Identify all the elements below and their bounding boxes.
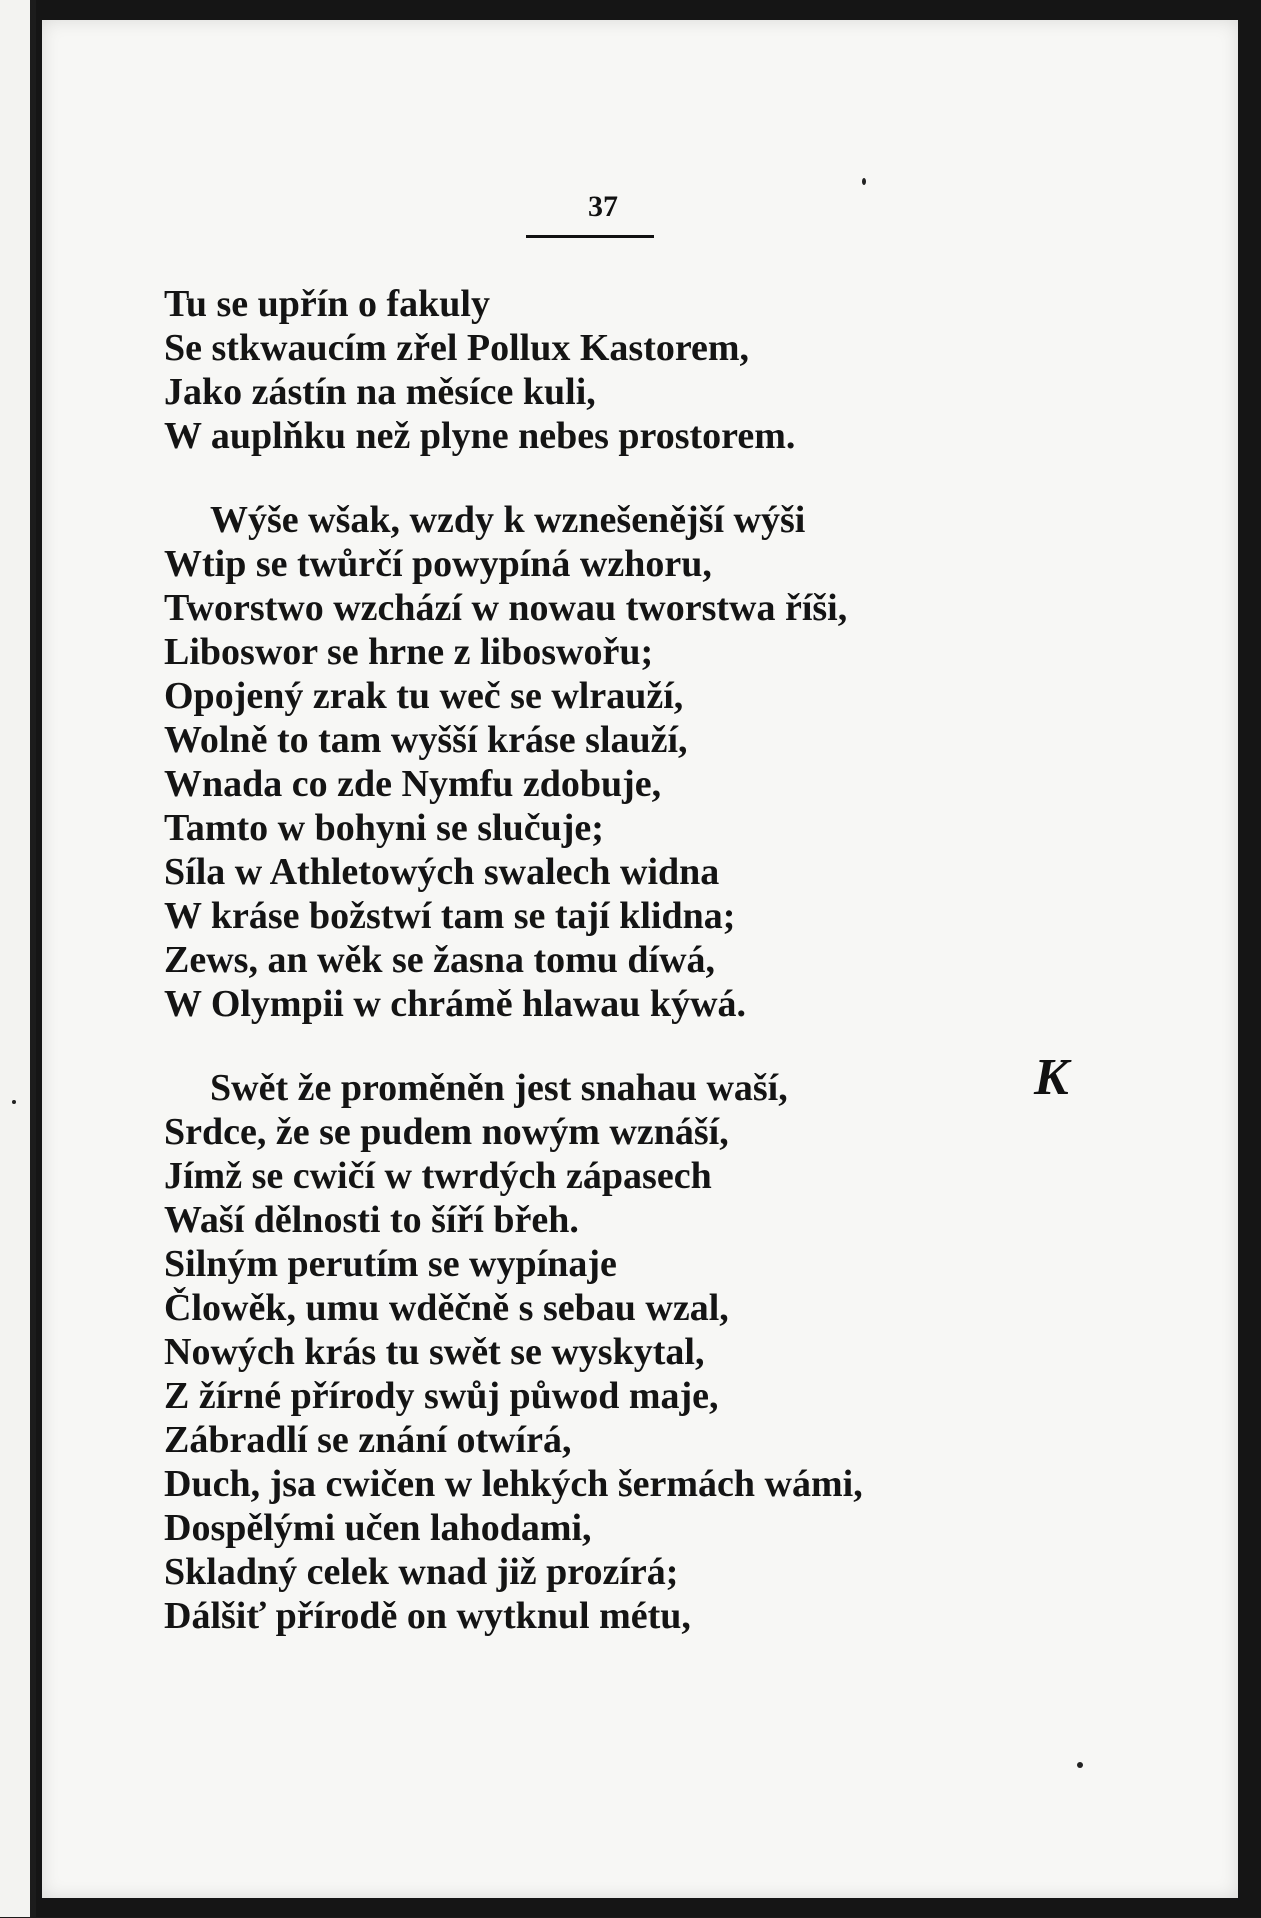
ink-speck bbox=[862, 178, 866, 185]
header-rule bbox=[526, 235, 654, 238]
verse-line: Tamto w bohyni se slučuje; bbox=[164, 807, 604, 849]
stanza-3 bbox=[164, 1066, 1064, 1638]
poem-text bbox=[164, 282, 1064, 1638]
verse-line: Síla w Athletowých swalech widna bbox=[164, 851, 720, 893]
verse-line: Silným perutím se wypínaje bbox=[164, 1243, 617, 1285]
verse-line: Wtip se twůrčí powypíná wzhoru, bbox=[164, 543, 712, 585]
verse-line: Jako zástín na měsíce kuli, bbox=[164, 371, 596, 413]
verse-line: Z žírné přírody swůj půwod maje, bbox=[164, 1375, 719, 1417]
verse-line: Člowěk, umu wděčně s sebau wzal, bbox=[164, 1287, 729, 1329]
verse-line: Wolně to tam wyšší kráse slauží, bbox=[164, 719, 688, 761]
stanza-1 bbox=[164, 282, 1064, 458]
margin-handwritten-mark: K bbox=[1034, 1049, 1069, 1106]
verse-line: Dálšiť přírodě on wytknul métu, bbox=[164, 1595, 691, 1637]
page-number: 37 bbox=[588, 190, 618, 223]
verse-line: Wýše wšak, wzdy k wznešenější wýši bbox=[210, 499, 806, 541]
verse-line: Swět že proměněn jest snahau waší, bbox=[210, 1067, 788, 1109]
verse-line: Se stkwaucím zřel Pollux Kastorem, bbox=[164, 327, 750, 369]
verse-line: Zábradlí se znání otwírá, bbox=[164, 1419, 572, 1461]
verse-line: W Olympii w chrámě hlawau kýwá. bbox=[164, 983, 747, 1025]
verse-line: Zews, an wěk se žasna tomu díwá, bbox=[164, 939, 716, 981]
verse-line: Liboswor se hrne z liboswořu; bbox=[164, 631, 654, 673]
verse-line: Waší dělnosti to šíří břeh. bbox=[164, 1199, 579, 1241]
verse-line: Wnada co zde Nymfu zdobuje, bbox=[164, 763, 662, 805]
stanza-2 bbox=[164, 498, 1064, 1026]
verse-line: Srdce, že se pudem nowým wznáší, bbox=[164, 1111, 729, 1153]
verse-line: Dospělými učen lahodami, bbox=[164, 1507, 592, 1549]
verse-line: Tworstwo wzchází w nowau tworstwa říši, bbox=[164, 587, 848, 629]
verse-line: Nowých krás tu swět se wyskytal, bbox=[164, 1331, 705, 1373]
verse-line: Tu se upřín o fakuly bbox=[164, 283, 490, 325]
verse-line: Jímž se cwičí w twrdých zápasech bbox=[164, 1155, 712, 1197]
verse-line: Opojený zrak tu weč se wlrauží, bbox=[164, 675, 684, 717]
ink-speck bbox=[1077, 1762, 1083, 1768]
verse-line: W auplňku než plyne nebes prostorem. bbox=[164, 415, 796, 457]
ink-speck bbox=[12, 1100, 16, 1104]
verse-line: Duch, jsa cwičen w lehkých šermách wámi, bbox=[164, 1463, 863, 1505]
facing-page-edge bbox=[0, 0, 36, 1917]
verse-line: W kráse božstwí tam se tají klidna; bbox=[164, 895, 736, 937]
verse-line: Skladný celek wnad již prozírá; bbox=[164, 1551, 679, 1593]
